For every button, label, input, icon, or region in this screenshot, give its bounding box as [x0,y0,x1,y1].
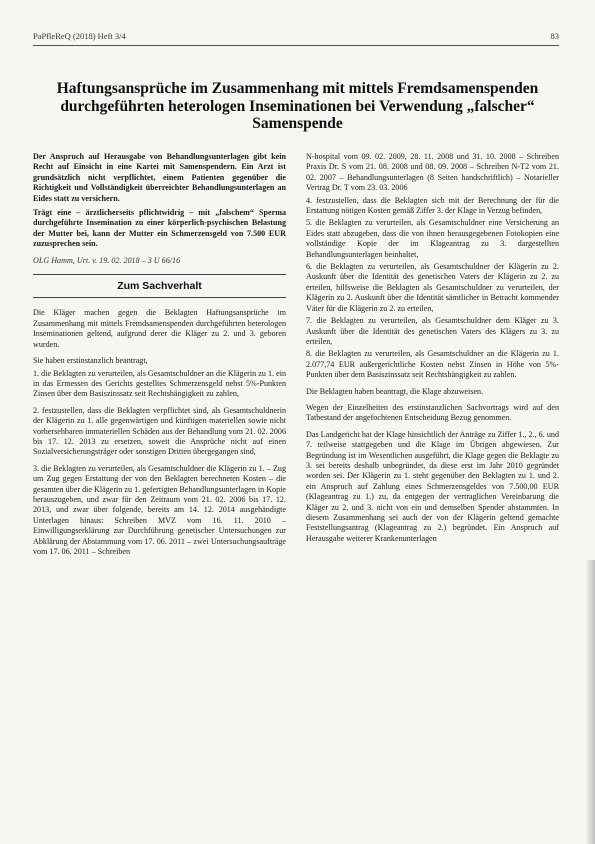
paragraph: Die Beklagten haben beantragt, die Klage abzuweisen. [306,386,484,396]
paragraph: 7. die Beklagten zu verurteilen, als Gesamtschuldner dem Kläger zu 3. Auskunft über die Identität des genetischen Vaters des Klägers zu 3. zu erteilen, [306,316,559,346]
section-heading: Zum Sachverhalt [117,280,202,293]
paragraph: 4. festzustellen, dass die Beklagten sich mit der Berechnung der für die Erstattung nötigen Kosten gemäß Ziffer 3. der Klage in Verzug befinden, [306,195,559,216]
paragraph: Die Kläger machen gegen die Beklagten Haftungsansprüche im Zusammenhang mit mittels Fremdsamenspenden durchgeführten heterologen Inseminationen geltend, aufgrund derer die Kläger zu 2. und 3. geboren wurden. [33,308,286,349]
paragraph: Das Landgericht hat der Klage hinsichtlich der Anträge zu Ziffer 1., 2., 6. und 7. teilweise stattgegeben und die Klage im Übrigen abgewiesen. Zur Begründung ist im Wesentlichen ausgeführt, die Klage gegen die Beklagte zu 3. sei bereits deshalb unbegründet, da diese erst im Jahr 2010 gegründet worden sei. Der Klägerin zu 1. steht gegenüber den Beklagten zu 1. und 2. ein Anspruch auf Zahlung eines Schmerzensgeldes von 7.500,00 EUR (Klageantrag zu 1.) zu, da entgegen der vertraglichen Vereinbarung die Kläger zu 2. und 3. nicht von ein und demselben Spender abstammten. In diesem Zusammenhang sei auch der von der Klägerin geltend gemachte Feststellungsantrag (Klageantrag zu 2.) begründet. Ein Anspruch auf Herausgabe weiterer Krankenunterlagen [306,429,559,543]
left-column [33,152,286,559]
section-heading-box [33,274,286,298]
running-header [33,31,559,41]
paragraph: Wegen der Einzelheiten des erstinstanzlichen Sachvortrags wird auf den Tatbestand der angefochtenen Entscheidung Bezug genommen. [306,402,559,423]
scan-shadow-edge [585,560,595,844]
paragraph: 8. die Beklagten zu verurteilen, als Gesamtschuldner an die Klägerin zu 1. 2.077,74 EUR außergerichtliche Kosten nebst Zinsen in Höhe von 5%-Punkten über dem Basiszinssatz seit Rechtshängigkeit zu zahlen. [306,349,559,380]
leitsatz-1: Der Anspruch auf Herausgabe von Behandlungsunterlagen gibt kein Recht auf Einsicht in eine Kartei mit Samenspendern. Ein Arzt ist grundsätzlich nicht verpflichtet, einem Patienten gegenüber die Richtigkeit und Vollständigkeit überreichter Behandlungsunterlagen an Eides statt zu versichern. [33,152,286,203]
paragraph: Sie haben erstinstanzlich beantragt, [33,356,148,366]
paragraph: 3. die Beklagten zu verurteilen, als Gesamtschuldner die Klägerin zu 1. – Zug um Zug gegen Erstattung der von den Beklagten berechneten Kosten – die gesamten über die Klägerin zu 1. gefertigten Behandlungsunterlagen in Kopie herauszugeben, und zwar für den Zeitraum vom 21. 02. 2006 bis 17. 12. 2013, und zwar über folgende, bereits am 14. 12. 2014 ausgehändigte Unterlagen hinaus: Schreiben MVZ vom 16. 11. 2010 – Einwilligungserklärung zur Durchführung genetischer Untersuchungen zur Abklärung der Abstammung vom 17. 06. 2011 – zwei Untersuchungsaufträge vom 17. 06. 2011 – Schreiben [33,463,286,556]
page-number: 83 [550,31,559,41]
paragraph: N-hospital vom 09. 02. 2009, 28. 11. 2008 und 31. 10. 2008 – Schreiben Praxis Dr. S vom 21. 08. 2008 und 08. 09. 2008 – Schreiben N-T2 vom 21. 02. 2007 – Behandlungsunterlagen (8 Seiten handschriftlich) – Notarieller Vertrag Dr. T vom 23. 03. 2006 [306,152,559,193]
paragraph: 6. die Beklagten zu verurteilen, als Gesamtschuldner der Klägerin zu 2. Auskunft über die Identität des genetischen Vaters der Klägerin zu 2. zu erteilen, hilfsweise die Beklagten als Gesamtschuldner zu verurteilen, der Klägerin zu 2. Auskunft über die Identität sämtlicher in Betracht kommender Väter für die Klägerin zu 2. zu erteilen, [306,262,559,313]
header-rule [33,45,559,46]
journal-reference: PaPfleReQ (2018) Heft 3/4 [33,31,126,41]
leitsatz-2: Trägt eine – ärztlicherseits pflichtwidrig – mit „falschem“ Sperma durchgeführte Insemination zu einer körperlich-psychischen Belastung der Mutter bei, kann der Mutter ein Schmerzensgeld von 7.500 EUR zuzusprechen sein. [33,208,286,249]
court-citation: OLG Hamm, Urt. v. 19. 02. 2018 – 3 U 66/16 [33,255,181,265]
paragraph: 5. die Beklagten zu verurteilen, als Gesamtschuldner eine Versicherung an Eides statt abzugeben, dass die von ihnen herausgegebenen Fotokopien eine vollständige Kopie der im Klageantrag zu 3. dargestellten Behandlungsunterlagen beinhaltet, [306,218,559,259]
paragraph: 1. die Beklagten zu verurteilen, als Gesamtschuldner an die Klägerin zu 1. ein in das Ermessen des Gerichts gestelltes Schmerzensgeld nebst 5%-Punkten Zinsen über dem Basiszinssatz seit Rechtshängigkeit zu zahlen, [33,368,286,399]
right-column [306,152,559,546]
paragraph: 2. festzustellen, dass die Beklagten verpflichtet sind, als Gesamtschuldnerin der Klägerin zu 1. alle gegenwärtigen und künftigen materiellen sowie nicht vorhersehbaren immateriellen Schäden aus der Behandlung vom 21. 02. 2006 bis 17. 12. 2013 zu ersetzen, soweit die Ansprüche nicht auf einen Sozialversicherungsträger oder sonstigen Dritten übergegangen sind, [33,405,286,457]
article-title: Haftungsansprüche im Zusammenhang mit mittels Fremdsamenspenden durchgeführten heterologen Inseminationen bei Verwendung „falscher“ Samenspende [56,80,539,132]
